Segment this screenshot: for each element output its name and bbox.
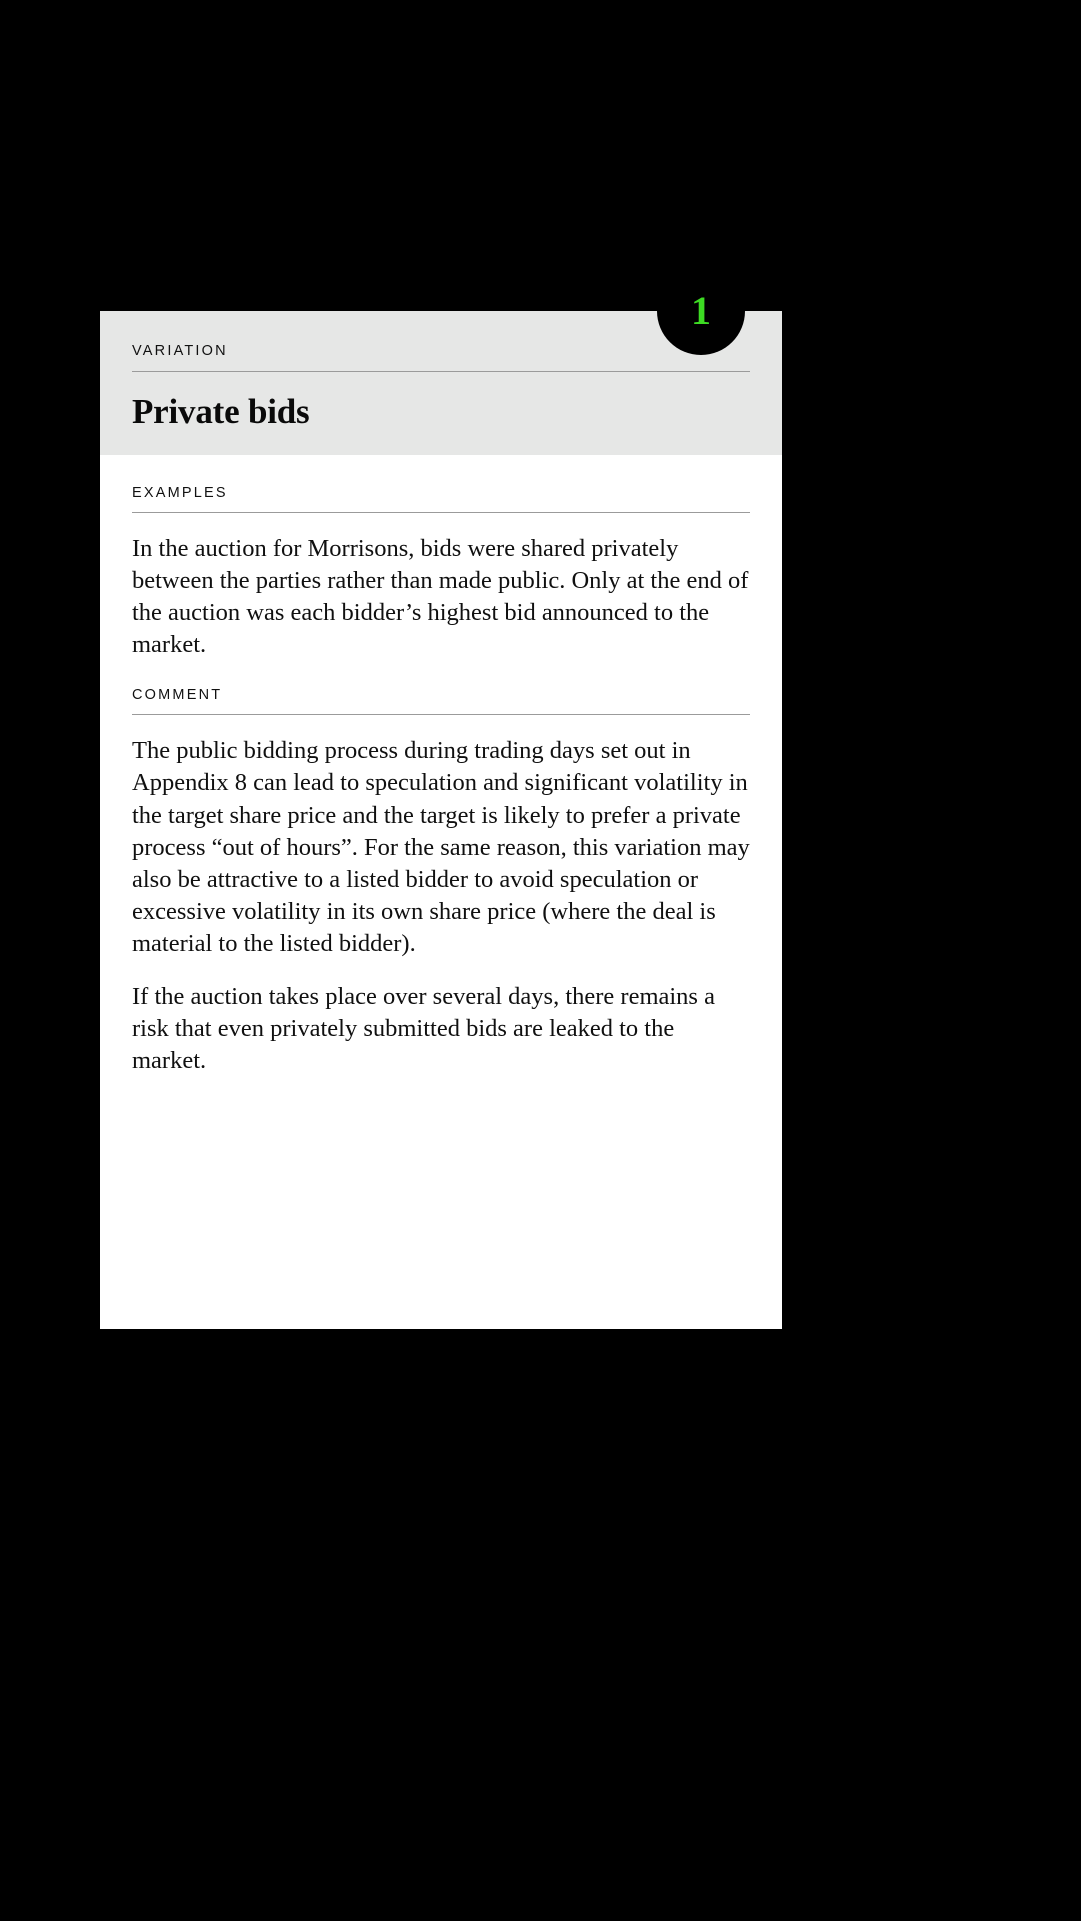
variation-number: 1 bbox=[691, 288, 711, 333]
comment-paragraph-1: The public bidding process during trading days set out in Appendix 8 can lead to speculation and significant volatility in the target share price and the target is likely to prefer a private process “out of hours”. For the same reason, this variation may also be attractive to a listed bidder to avoid speculation or excessive volatility in its own share price (where the deal is material to the listed bidder). bbox=[132, 737, 750, 957]
section-label-comment: COMMENT bbox=[132, 687, 223, 704]
examples-paragraph-1: In the auction for Morrisons, bids were shared privately between the parties rather than made public. Only at the end of the auction was each bidder’s highest bid announced to the market. bbox=[132, 535, 749, 659]
card-eyebrow-label: VARIATION bbox=[132, 343, 228, 359]
variation-card bbox=[100, 288, 782, 1329]
variation-number-badge bbox=[657, 267, 745, 355]
header-divider bbox=[132, 371, 750, 372]
examples-divider bbox=[132, 512, 750, 513]
section-label-examples: EXAMPLES bbox=[132, 485, 228, 501]
card-header bbox=[100, 288, 782, 455]
card-body bbox=[100, 455, 782, 1077]
comment-paragraph-2: If the auction takes place over several days, there remains a risk that even privately submitted bids are leaked to the market. bbox=[132, 983, 715, 1075]
comment-divider bbox=[132, 714, 750, 715]
page-title: Private bids bbox=[132, 392, 310, 431]
